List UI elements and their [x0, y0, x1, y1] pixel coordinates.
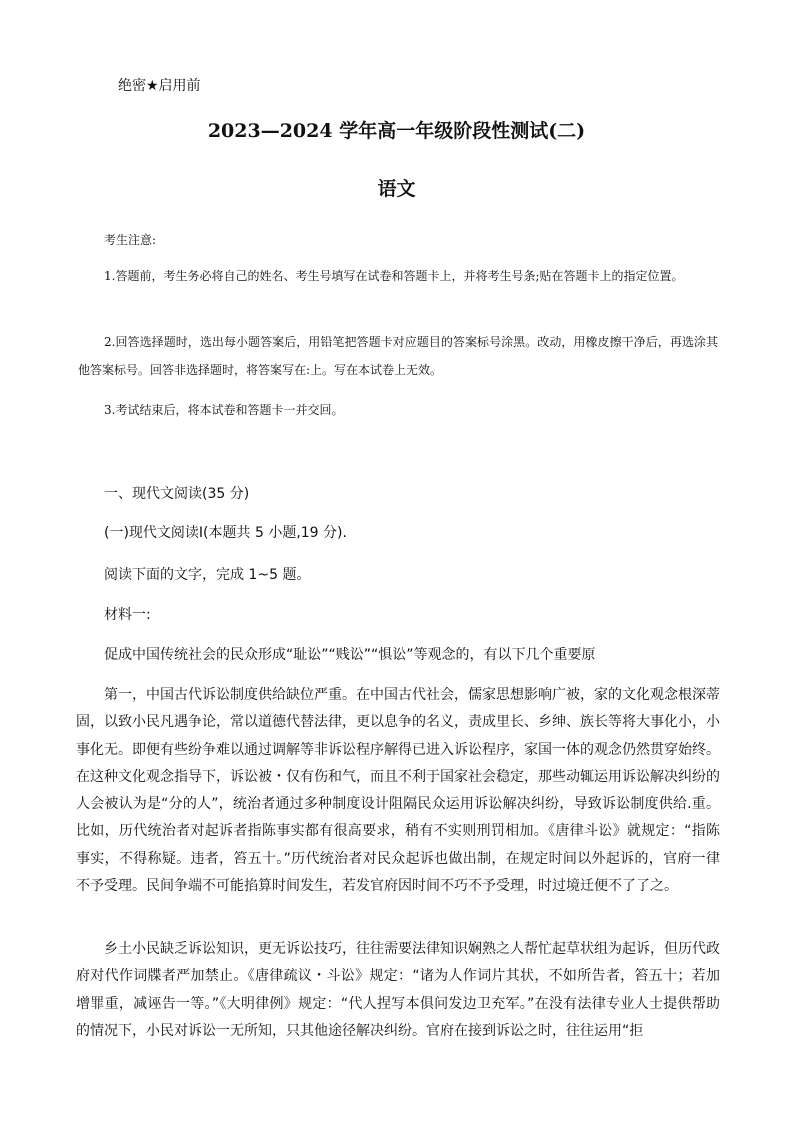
material-label: 材料一: — [104, 607, 151, 623]
notice-item-1: 1.答题前，考生务必将自己的姓名、考生号填写在试卷和答题卡上，并将考生号条;贴在答题卡上的指定位置。 — [104, 269, 684, 283]
body-paragraph: 第一，中国古代诉讼制度供给缺位严重。在中国古代社会，儒家思想影响广被，家的文化观念根深蒂固，以致小民凡遇争论，常以道德代替法律，更以息争的名义，责成里长、乡绅、族长等将大事化小，小事化无。即便有些纷争难以通过调解等非诉讼程序解得已进入诉讼程序，家国一体的观念仍然贯穿始终。在这种文化观念指导下，诉讼被・仅有伤和气，而且不利于国家社会稳定，那些动辄运用诉讼解决纠纷的人会被认为是“分的人”，统治者通过多种制度设计阻隔民众运用诉讼解决纠纷，导致诉讼制度供给.重。比如，历代统治者对起诉者指陈事实都有很高要求，稍有不实则刑罚相加。《唐律斗讼》就规定：“指陈事实，不得称疑。违者，笞五十。”历代统治者对民众起诉也做出制，在规定时间以外起诉的，官府一律不予受理。民间争端不可能掐算时间发生，若发官府因时间不巧不予受理，时过境迁便不了了之。 — [76, 687, 720, 895]
confidential-label: 绝密★启用前 — [118, 78, 201, 94]
notice-label: 考生注意: — [104, 233, 157, 247]
reading-instruction: 阅读下面的文字，完成 1~5 题。 — [104, 567, 311, 583]
notice-item-2: 2.回答选择题时，选出每小题答案后，用铅笔把答题卡对应题目的答案标号涂黑。改动，用橡皮擦干净后，再选涂其他答案标号。回答非选择题时，将答案写在:上。写在本试卷上无效。 — [78, 335, 718, 377]
exam-title: 2023—2024 学年高一年级阶段性测试(二) — [207, 120, 586, 142]
material-intro: 促成中国传统社会的民众形成“耻讼”“贱讼”“惧讼”等观念的，有以下几个重要原 — [104, 647, 596, 663]
subject-title: 语文 — [377, 178, 416, 200]
body-paragraph: 乡土小民缺乏诉讼知识，更无诉讼技巧，往往需要法律知识娴熟之人帮忙起草状组为起诉，但历代政府对代作词牒者严加禁止。《唐律疏议・斗讼》规定：“诸为人作词片其状，不如所告者，笞五十；若加增罪重，减诬告一等。”《大明律例》规定：“代人捏写本俱问发边卫充军。”在没有法律专业人士提供帮助的情况下，小民对诉讼一无所知，只其他途径解决纠纷。官府在接到诉讼之时，往往运用“拒 — [76, 941, 720, 1039]
notice-item-3: 3.考试结束后，将本试卷和答题卡一并交回。 — [104, 403, 344, 417]
section-heading: 一、现代文阅读(35 分) — [104, 486, 250, 502]
section-subheading: (一)现代文阅读Ⅰ(本题共 5 小题,19 分). — [104, 525, 347, 541]
